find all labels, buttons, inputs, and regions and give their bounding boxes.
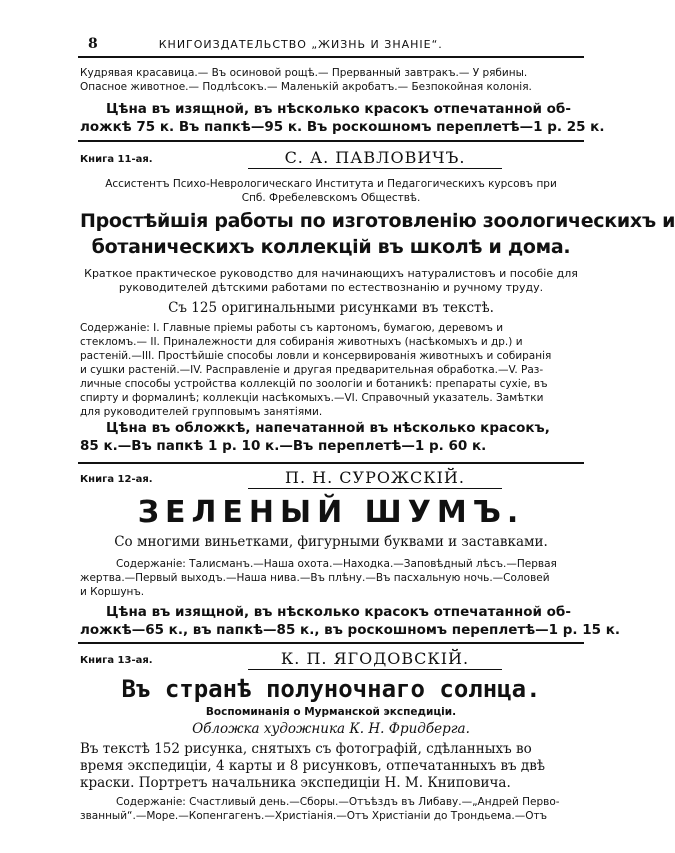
title-line: ботаническихъ коллекцій въ школѣ и дома. [91, 236, 571, 258]
page-number: 8 [88, 36, 99, 52]
author-name: С. А. ПАВЛОВИЧЪ. [248, 148, 502, 169]
price-line: 85 к.—Въ папкѣ 1 р. 10 к.—Въ переплетѣ—1 р. 60 к. [80, 438, 487, 454]
price-line: ложкѣ—65 к., въ папкѣ—85 к., въ роскошномъ переплетѣ—1 р. 15 к. [80, 622, 621, 638]
contents-line: и сушки растеній.—IV. Расправленіе и другая предварительная обработка.—V. Раз- [80, 364, 544, 376]
affiliation-line: Ассистентъ Психо-Неврологическаго Института и Педагогическихъ курсовъ при [105, 178, 557, 190]
book11-title [80, 208, 675, 260]
price-line: Цѣна въ изящной, въ нѣсколько красокъ отпечатанной об- [106, 604, 571, 620]
book11-illustrations [80, 300, 582, 317]
contents-line: Содержаніе: Счастливый день.—Сборы.—Отъѣздъ въ Либаву.—„Андрей Перво- [116, 796, 560, 808]
book13-subtitle [80, 705, 582, 719]
book12-subtitle [80, 534, 582, 551]
description-line: краски. Портретъ начальника экспедиціи Н. М. Книповича. [80, 775, 511, 791]
book12-price [80, 603, 621, 639]
title-line: ЗЕЛЕНЫЙ ШУМЪ. [137, 495, 525, 530]
subtitle-line: Со многими виньетками, фигурными буквами и заставками. [114, 534, 548, 550]
illustrations-note: Съ 125 оригинальными рисунками въ текстѣ. [168, 300, 494, 316]
author-name: К. П. ЯГОДОВСКIЙ. [248, 649, 502, 670]
book10-contents [80, 66, 582, 94]
contents-line: спирту и формалинѣ; коллекціи насѣкомыхъ.—VI. Справочный указатель. Замѣтки [80, 392, 544, 404]
book-number-label: Книга 11-ая. [80, 154, 153, 165]
price-line: Цѣна въ обложкѣ, напечатанной въ нѣсколько красокъ, [106, 420, 550, 436]
contents-line: для руководителей групповымъ занятіями. [80, 406, 323, 418]
price-line: Цѣна въ изящной, въ нѣсколько красокъ отпечатанной об- [106, 101, 571, 117]
book-number-label: Книга 12-ая. [80, 474, 153, 485]
section-divider [78, 642, 584, 644]
book11-heading [80, 148, 582, 170]
book11-contents [80, 321, 582, 419]
book11-subtitle [80, 267, 582, 295]
price-line: ложкѣ 75 к. Въ папкѣ—95 к. Въ роскошномъ переплетѣ—1 р. 25 к. [80, 119, 605, 135]
contents-line: Опасное животное.— Подлѣсокъ.— Маленькій акробатъ.— Безпокойная колонія. [80, 81, 532, 93]
header-rule [78, 56, 584, 58]
book13-cover-artist [80, 721, 582, 738]
book12-heading [80, 468, 582, 490]
book13-contents [80, 795, 582, 823]
running-header [88, 35, 583, 53]
book13-description [80, 741, 582, 792]
book12-contents [80, 557, 582, 599]
cover-artist-line: Обложка художника К. Н. Фридберга. [192, 721, 470, 737]
subtitle-line: руководителей дѣтскими работами по естествознанію и ручному труду. [118, 281, 544, 294]
contents-line: Кудрявая красавица.— Въ осиновой рощѣ.— Прерванный завтракъ.— У рябины. [80, 67, 528, 79]
contents-line: званный“.—Море.—Копенгагенъ.—Христіанія.—Отъ Христіаніи до Трондьема.—Отъ [80, 810, 548, 822]
contents-line: стекломъ.— II. Приналежности для собиранія животныхъ (насѣкомыхъ и др.) и [80, 336, 523, 348]
contents-line: и Коршунъ. [80, 586, 145, 598]
title-line: Простѣйшія работы по изготовленію зоологическихъ и [80, 210, 675, 232]
title-line: Въ странѣ полуночнаго солнца. [121, 675, 541, 703]
contents-line: личные способы устройства коллекцій по зоологіи и ботаникѣ: препараты сухіе, въ [80, 378, 548, 390]
subtitle-line: Воспоминанія о Мурманской экспедиціи. [205, 706, 457, 718]
contents-line: Содержаніе: Талисманъ.—Наша охота.—Находка.—Заповѣдный лѣсъ.—Первая [116, 558, 557, 570]
contents-line: жертва.—Первый выходъ.—Наша нива.—Въ плѣну.—Въ пасхальную ночь.—Соловей [80, 572, 550, 584]
subtitle-line: Краткое практическое руководство для начинающихъ натуралистовъ и пособіе для [84, 267, 578, 280]
description-line: Въ текстѣ 152 рисунка, снятыхъ съ фотографій, сдѣланныхъ во [80, 741, 532, 757]
section-divider [78, 462, 584, 464]
book13-title [80, 675, 582, 703]
book11-price [80, 419, 582, 455]
book11-affiliation [80, 177, 582, 205]
contents-line: растеній.—III. Простѣйшіе способы ловли и консервированія животныхъ и собиранія [80, 350, 552, 362]
description-line: время экспедиціи, 4 карты и 8 рисунковъ, отпечатанныхъ въ двѣ [80, 758, 545, 774]
book10-price [80, 100, 605, 136]
author-name: П. Н. СУРОЖСКIЙ. [248, 468, 502, 489]
book13-heading [80, 649, 582, 671]
publisher-name: КНИГОИЗДАТЕЛЬСТВО „ЖИЗНЬ И ЗНАНIЕ“. [158, 37, 443, 51]
section-divider [78, 140, 584, 142]
contents-line: Содержаніе: I. Главные пріемы работы съ картономъ, бумагою, деревомъ и [80, 322, 504, 334]
book12-title [80, 495, 582, 530]
affiliation-line: Спб. Фребелевскомъ Обществѣ. [241, 192, 421, 204]
book-number-label: Книга 13-ая. [80, 655, 153, 666]
